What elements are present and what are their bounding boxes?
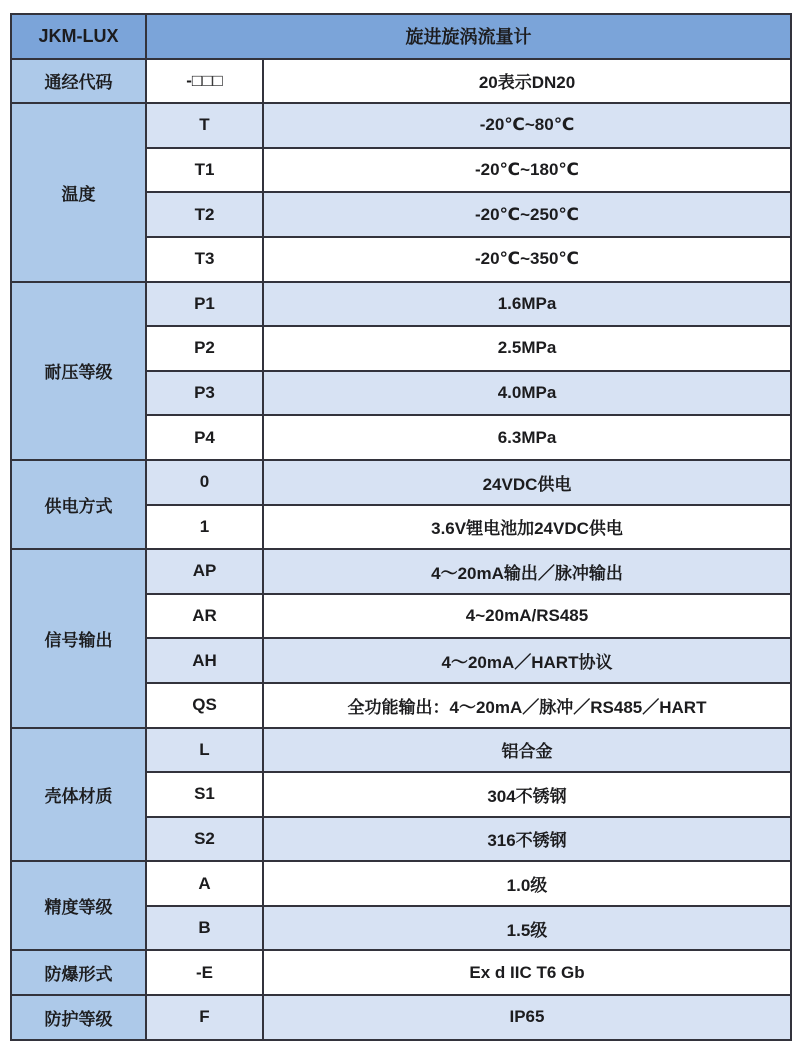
desc-cell: -20℃~80℃ [263,103,791,148]
table-row [11,282,791,327]
code-cell: -E [146,950,263,995]
table-header-row [11,14,791,59]
desc-cell: 6.3MPa [263,415,791,460]
code-cell: B [146,906,263,951]
section-label-power-supply: 供电方式 [11,460,146,549]
code-cell: -□□□ [146,59,263,104]
desc-cell: 24VDC供电 [263,460,791,505]
desc-cell: 3.6V锂电池加24VDC供电 [263,505,791,550]
code-cell: S1 [146,772,263,817]
desc-cell: -20℃~250℃ [263,192,791,237]
code-cell: AR [146,594,263,639]
desc-cell: 1.5级 [263,906,791,951]
desc-cell: 4～20mA／HART协议 [263,638,791,683]
desc-cell: 4.0MPa [263,371,791,416]
code-cell: AH [146,638,263,683]
desc-cell: IP65 [263,995,791,1040]
desc-cell: 铝合金 [263,728,791,773]
code-cell: P2 [146,326,263,371]
desc-cell: 2.5MPa [263,326,791,371]
code-cell: P3 [146,371,263,416]
code-cell: S2 [146,817,263,862]
section-label-pipe-diameter-code: 通经代码 [11,59,146,104]
desc-cell: 304不锈钢 [263,772,791,817]
code-cell: T [146,103,263,148]
code-cell: A [146,861,263,906]
code-cell: P1 [146,282,263,327]
code-cell: QS [146,683,263,728]
section-label-pressure-rating: 耐压等级 [11,282,146,460]
code-cell: 1 [146,505,263,550]
table-row [11,460,791,505]
desc-cell: 全功能输出：4～20mA／脉冲／RS485／HART [263,683,791,728]
table-row [11,103,791,148]
ordering-code-table [10,13,792,1041]
code-cell: T2 [146,192,263,237]
section-label-temperature: 温度 [11,103,146,281]
table-row [11,728,791,773]
table-row [11,861,791,906]
section-label-housing-material: 壳体材质 [11,728,146,862]
desc-cell: 1.0级 [263,861,791,906]
section-label-signal-output: 信号输出 [11,549,146,727]
code-cell: 0 [146,460,263,505]
code-cell: L [146,728,263,773]
table-row [11,549,791,594]
desc-cell: 20表示DN20 [263,59,791,104]
desc-cell: -20℃~180℃ [263,148,791,193]
code-cell: AP [146,549,263,594]
desc-cell: 4～20mA输出／脉冲输出 [263,549,791,594]
product-name-header: 旋进旋涡流量计 [146,14,791,59]
code-cell: F [146,995,263,1040]
desc-cell: -20℃~350℃ [263,237,791,282]
code-cell: T3 [146,237,263,282]
desc-cell: 316不锈钢 [263,817,791,862]
section-label-explosion-proof: 防爆形式 [11,950,146,995]
code-cell: T1 [146,148,263,193]
desc-cell: 1.6MPa [263,282,791,327]
table-row [11,995,791,1040]
code-cell: P4 [146,415,263,460]
section-label-protection-class: 防护等级 [11,995,146,1040]
section-label-accuracy-class: 精度等级 [11,861,146,950]
desc-cell: 4~20mA/RS485 [263,594,791,639]
table-row [11,59,791,104]
model-code-header: JKM-LUX [11,14,146,59]
table-row [11,950,791,995]
desc-cell: Ex d IIC T6 Gb [263,950,791,995]
